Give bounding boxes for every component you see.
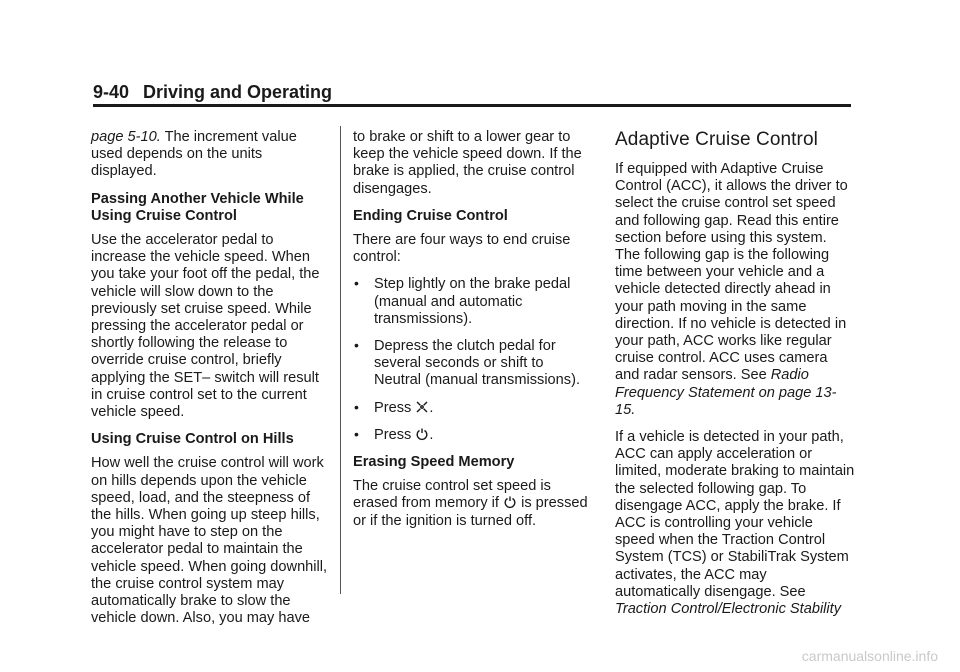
paragraph-ending: There are four ways to end cruise control: <box>353 232 571 266</box>
column-1 <box>91 129 331 637</box>
section-heading: Adaptive Cruise Control <box>615 129 818 150</box>
bullet-icon: • <box>354 275 359 292</box>
paragraph-erasing: The cruise control set speed is erased from memory if is pressed or if the ignition is turned off. <box>353 478 588 529</box>
column-3 <box>615 129 855 628</box>
list-item: • Press . <box>354 425 434 443</box>
column-divider <box>340 126 341 594</box>
bullet-icon: • <box>354 398 359 415</box>
cross-reference: Radio Frequency Statement on page 13-15. <box>615 367 837 418</box>
subheading-erasing: Erasing Speed Memory <box>353 454 515 471</box>
list-item: • Step lightly on the brake pedal (manual and automatic transmissions). <box>354 275 571 327</box>
subheading-passing: Passing Another Vehicle While Using Cruise Control <box>91 190 304 224</box>
list-item: • Depress the clutch pedal for several seconds or shift to Neutral (manual transmissions). <box>354 337 581 389</box>
column-2 <box>353 129 593 540</box>
bullet-icon: • <box>354 337 359 354</box>
paragraph-acc-detected: If a vehicle is detected in your path, ACC can apply acceleration or limited, moderate braking to maintain the selected following gap. To disengage ACC, apply the brake. If ACC is controlling your vehicle speed when the Traction Control System (TCS) or StabiliTrak System activates, the ACC may automatically disengage. See Traction Control/Electronic Stability <box>615 429 855 618</box>
paragraph-passing: Use the accelerator pedal to increase the vehicle speed. When you take your foot off the pedal, the vehicle will slow down to the previously set cruise speed. While pressing the accelerator pedal or shortly following the release to override cruise control, briefly applying the SET– switch will result in cruise control set to the current vehicle speed. <box>91 232 320 421</box>
cruise-cancel-icon <box>415 400 429 414</box>
section-title: Driving and Operating <box>143 82 333 102</box>
cross-reference: page 5-10. <box>91 129 161 145</box>
paragraph-continued: to brake or shift to a lower gear to keep the vehicle speed down. If the brake is applied, the cruise control disengages. <box>353 129 582 197</box>
subheading-hills: Using Cruise Control on Hills <box>91 431 294 448</box>
cruise-power-icon <box>503 495 517 509</box>
cross-reference: Traction Control/Electronic Stability <box>615 601 842 618</box>
paragraph-hills: How well the cruise control will work on hills depends upon the vehicle speed, load, and the steepness of the hills. When going up steep hills, you might have to step on the accelerator pedal to maintain the vehicle speed. When going downhill, the cruise control system may automatically brake to slow the vehicle down. Also, you may have <box>91 455 328 627</box>
header-rule <box>93 104 851 107</box>
subheading-ending: Ending Cruise Control <box>353 207 508 224</box>
cruise-power-icon <box>415 427 429 441</box>
list-item: • Press . <box>354 398 434 416</box>
page-number: 9-40 <box>93 82 130 102</box>
bullet-icon: • <box>354 425 359 442</box>
watermark: carmanualsonline.info <box>801 648 938 664</box>
paragraph-increment: page 5-10. The increment value used depends on the units displayed. <box>91 129 297 180</box>
paragraph-acc-intro: If equipped with Adaptive Cruise Control (ACC), it allows the driver to select the cruise control set speed and following gap. Read this entire section before using this system. The following gap is the following time between your vehicle and a vehicle detected directly ahead in your path moving in the same direction. If no vehicle is detected in your path, ACC works like regular cruise control. ACC uses camera and radar sensors. See Radio Frequency Statement on page 13-15. <box>615 161 848 418</box>
page-header <box>93 82 332 103</box>
